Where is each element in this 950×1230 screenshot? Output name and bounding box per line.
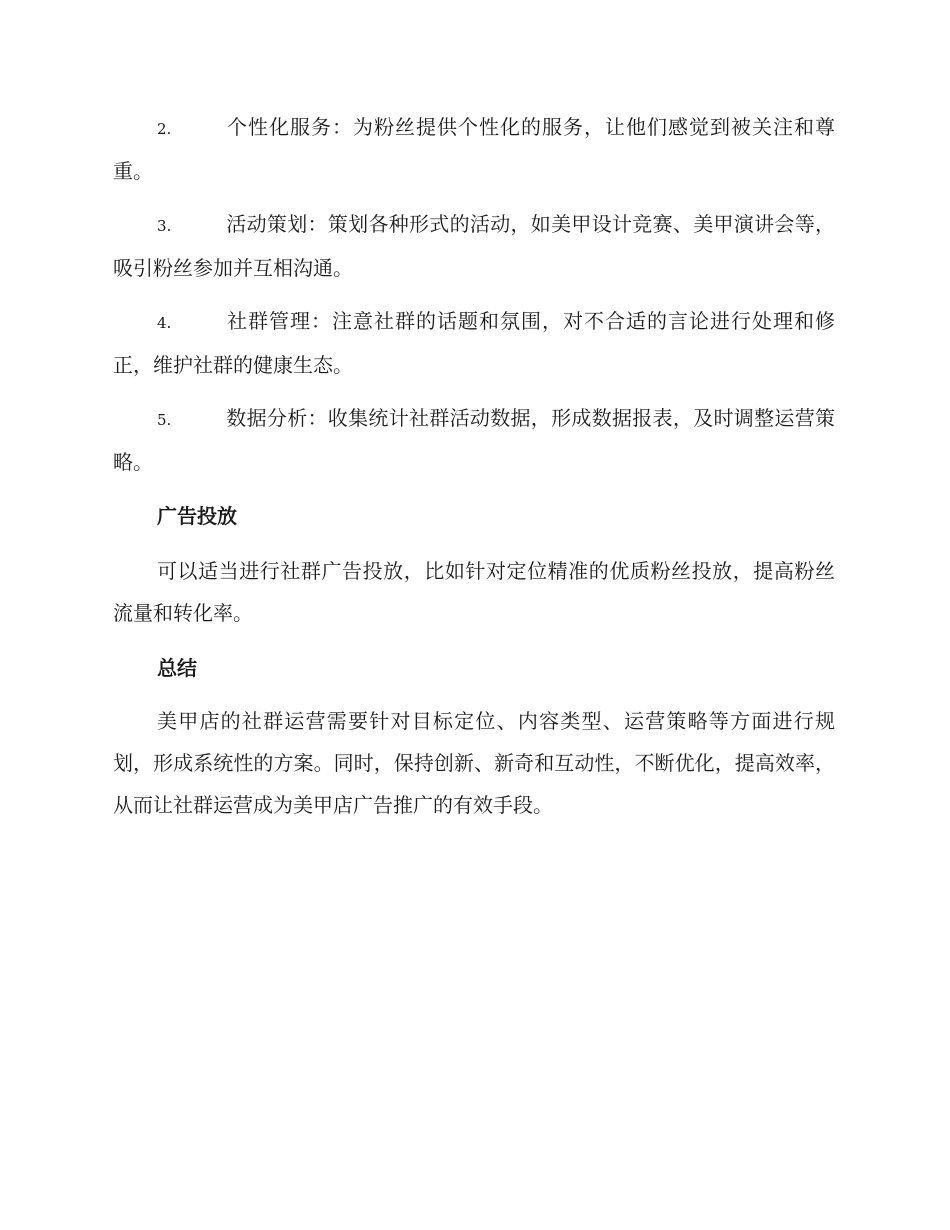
list-item-4 xyxy=(113,300,835,386)
list-number: 2. xyxy=(157,120,172,138)
list-item-3 xyxy=(113,203,835,289)
list-text: 个性化服务：为粉丝提供个性化的服务，让他们感觉到被关注和尊重。 xyxy=(113,115,835,183)
list-number: 5. xyxy=(157,411,172,429)
ads-paragraph: 可以适当进行社群广告投放，比如针对定位精准的优质粉丝投放，提高粉丝流量和转化率。 xyxy=(113,559,835,625)
list-text: 社群管理：注意社群的话题和氛围，对不合适的言论进行处理和修正，维护社群的健康生态。 xyxy=(113,309,835,377)
list-number: 3. xyxy=(157,217,172,235)
list-number: 4. xyxy=(157,314,172,332)
summary-paragraph: 美甲店的社群运营需要针对目标定位、内容类型、运营策略等方面进行规划，形成系统性的方案。同时，保持创新、新奇和互动性，不断优化，提高效率，从而让社群运营成为美甲店广告推广的有效手段。 xyxy=(113,709,835,817)
section-heading-ads: 广告投放 xyxy=(157,504,237,528)
list-text: 数据分析：收集统计社群活动数据，形成数据报表，及时调整运营策略。 xyxy=(113,406,835,474)
list-item-5 xyxy=(113,397,835,483)
list-text: 活动策划：策划各种形式的活动，如美甲设计竞赛、美甲演讲会等，吸引粉丝参加并互相沟通。 xyxy=(113,212,835,280)
section-heading-summary: 总结 xyxy=(157,656,197,680)
list-item-2 xyxy=(113,106,835,192)
